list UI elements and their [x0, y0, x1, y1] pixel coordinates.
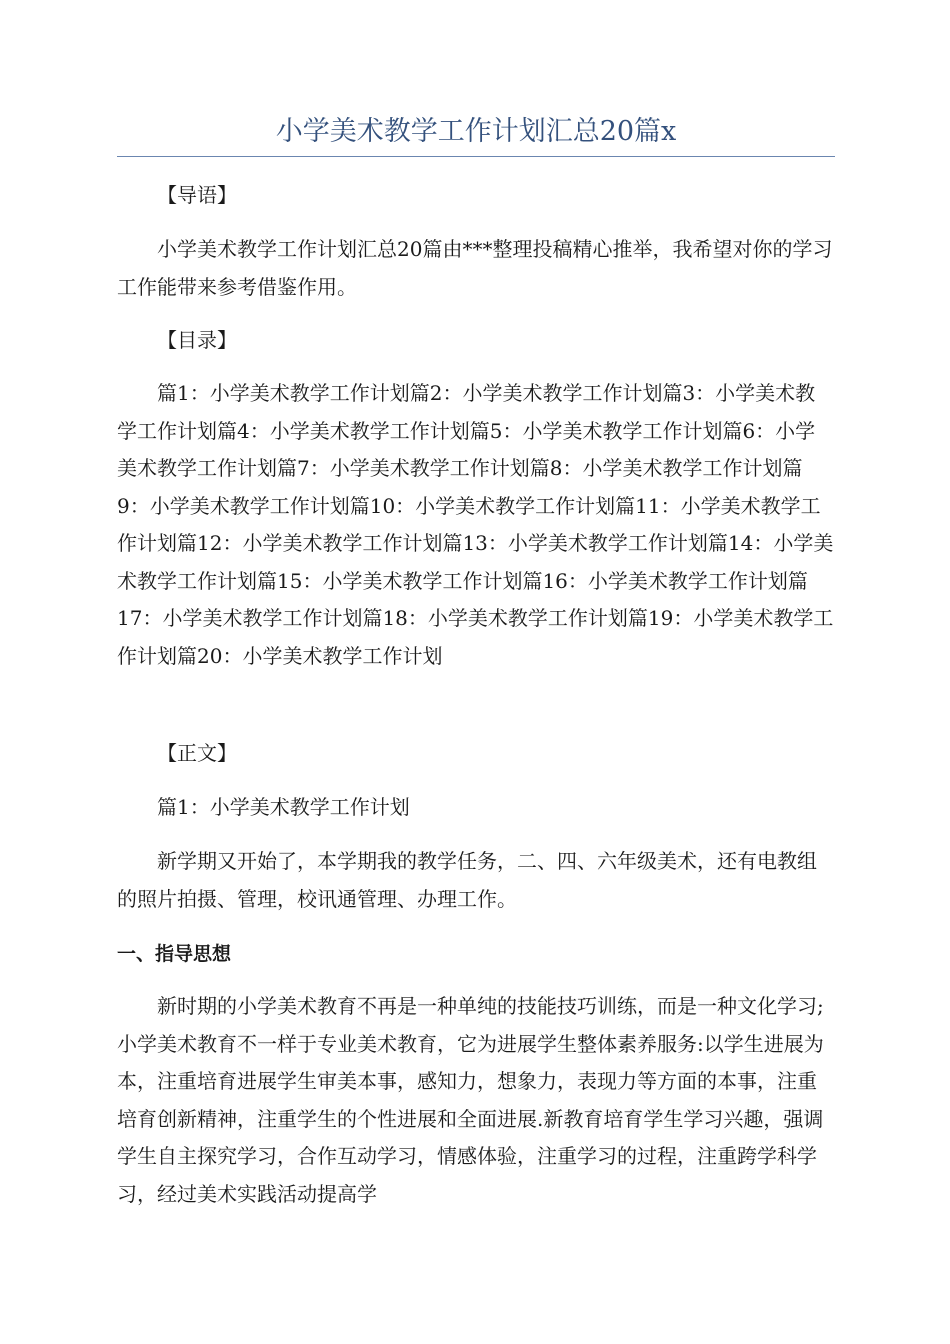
section-title: 篇1：小学美术教学工作计划	[157, 795, 410, 819]
intro-heading: 【导语】	[157, 183, 237, 207]
body-paragraph-1: 新学期又开始了，本学期我的教学任务，二、四、六年级美术，还有电教组的照片拍摄、管理，校讯通管理、办理工作。	[117, 849, 817, 911]
main-heading: 【正文】	[157, 741, 237, 765]
toc-paragraph: 篇1：小学美术教学工作计划篇2：小学美术教学工作计划篇3：小学美术教学工作计划篇4：小学美术教学工作计划篇5：小学美术教学工作计划篇6：小学美术教学工作计划篇7：小学美术教学工作计划篇8：小学美术教学工作计划篇9：小学美术教学工作计划篇10：小学美术教学工作计划篇11：小学美术教学工作计划篇12：小学美术教学工作计划篇13：小学美术教学工作计划篇14：小学美术教学工作计划篇15：小学美术教学工作计划篇16：小学美术教学工作计划篇17：小学美术教学工作计划篇18：小学美术教学工作计划篇19：小学美术教学工作计划篇20：小学美术教学工作计划	[117, 381, 834, 668]
intro-paragraph: 小学美术教学工作计划汇总20篇由***整理投稿精心推举，我希望对你的学习工作能带来参考借鉴作用。	[117, 237, 833, 299]
title-block	[117, 108, 835, 157]
toc-heading: 【目录】	[157, 328, 237, 352]
guiding-ideology-heading: 一、指导思想	[117, 943, 232, 965]
document-title: 小学美术教学工作计划汇总20篇x	[275, 116, 677, 147]
body-paragraph-2: 新时期的小学美术教育不再是一种单纯的技能技巧训练，而是一种文化学习;小学美术教育不一样于专业美术教育，它为进展学生整体素养服务:以学生进展为本，注重培育进展学生审美本事，感知力，想象力，表现力等方面的本事，注重培育创新精神，注重学生的个性进展和全面进展.新教育培育学生学习兴趣，强调学生自主探究学习，合作互动学习，情感体验，注重学习的过程，注重跨学科学习，经过美术实践活动提高学	[117, 994, 824, 1206]
